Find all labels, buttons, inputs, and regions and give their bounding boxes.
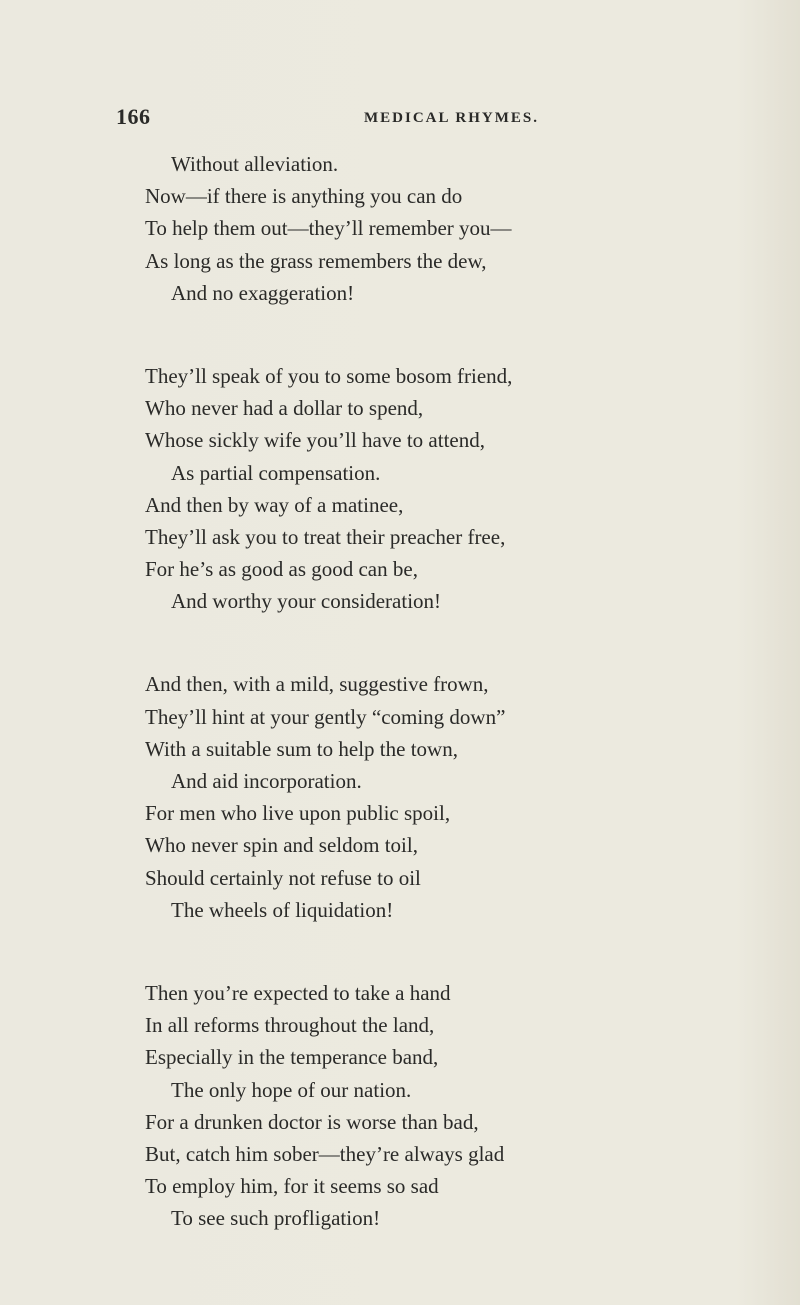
stanza	[145, 977, 785, 1235]
poem-line: The only hope of our nation.	[171, 1077, 412, 1102]
poem-line: To help them out—they’ll remember you—	[145, 216, 512, 241]
poem-line: Without alleviation.	[171, 152, 339, 176]
stanza-break	[145, 309, 785, 360]
poem-line: And then, with a mild, suggestive frown,	[145, 672, 489, 697]
poem-line: To employ him, for it seems so sad	[145, 1174, 439, 1199]
poem-line: Whose sickly wife you’ll have to attend,	[145, 428, 485, 453]
poem-line: And worthy your consideration!	[171, 589, 442, 614]
poem-line: In all reforms throughout the land,	[145, 1013, 435, 1038]
poem-line: For he’s as good as good can be,	[145, 557, 418, 582]
poem-line: The wheels of liquidation!	[171, 897, 394, 922]
poem-line: Who never had a dollar to spend,	[145, 396, 424, 421]
poem-line: Should certainly not refuse to oil	[145, 865, 421, 890]
poem-line: They’ll ask you to treat their preacher free,	[145, 524, 506, 549]
poem-line: And aid incorporation.	[171, 769, 362, 793]
poem-line: For men who live upon public spoil,	[145, 801, 451, 826]
poem-line: To see such profligation!	[171, 1206, 381, 1231]
stanza	[145, 668, 785, 926]
stanza-break	[145, 617, 785, 668]
poem-line: For a drunken doctor is worse than bad,	[145, 1109, 479, 1134]
running-head: MEDICAL RHYMES.	[364, 110, 540, 126]
poem-line: As partial compensation.	[171, 460, 381, 485]
poem-line: They’ll speak of you to some bosom friend,	[145, 363, 513, 388]
poem-line: Especially in the temperance band,	[145, 1045, 439, 1070]
poem-line: And no exaggeration!	[171, 280, 355, 305]
stanza	[145, 148, 785, 309]
poem-body	[145, 148, 785, 1234]
page-number: 166	[116, 104, 151, 129]
poem-line: Who never spin and seldom toil,	[145, 833, 418, 858]
poem-line: Now—if there is anything you can do	[145, 184, 463, 209]
poem-line: With a suitable sum to help the town,	[145, 736, 458, 761]
poem-line: As long as the grass remembers the dew,	[145, 248, 487, 273]
stanza-break	[145, 926, 785, 977]
poem-line: And then by way of a matinee,	[145, 492, 404, 517]
stanza	[145, 360, 785, 618]
page-header	[116, 104, 766, 138]
poem-line: Then you’re expected to take a hand	[145, 980, 451, 1005]
poem-line: But, catch him sober—they’re always glad	[145, 1141, 505, 1166]
poem-line: They’ll hint at your gently “coming down”	[145, 704, 506, 729]
